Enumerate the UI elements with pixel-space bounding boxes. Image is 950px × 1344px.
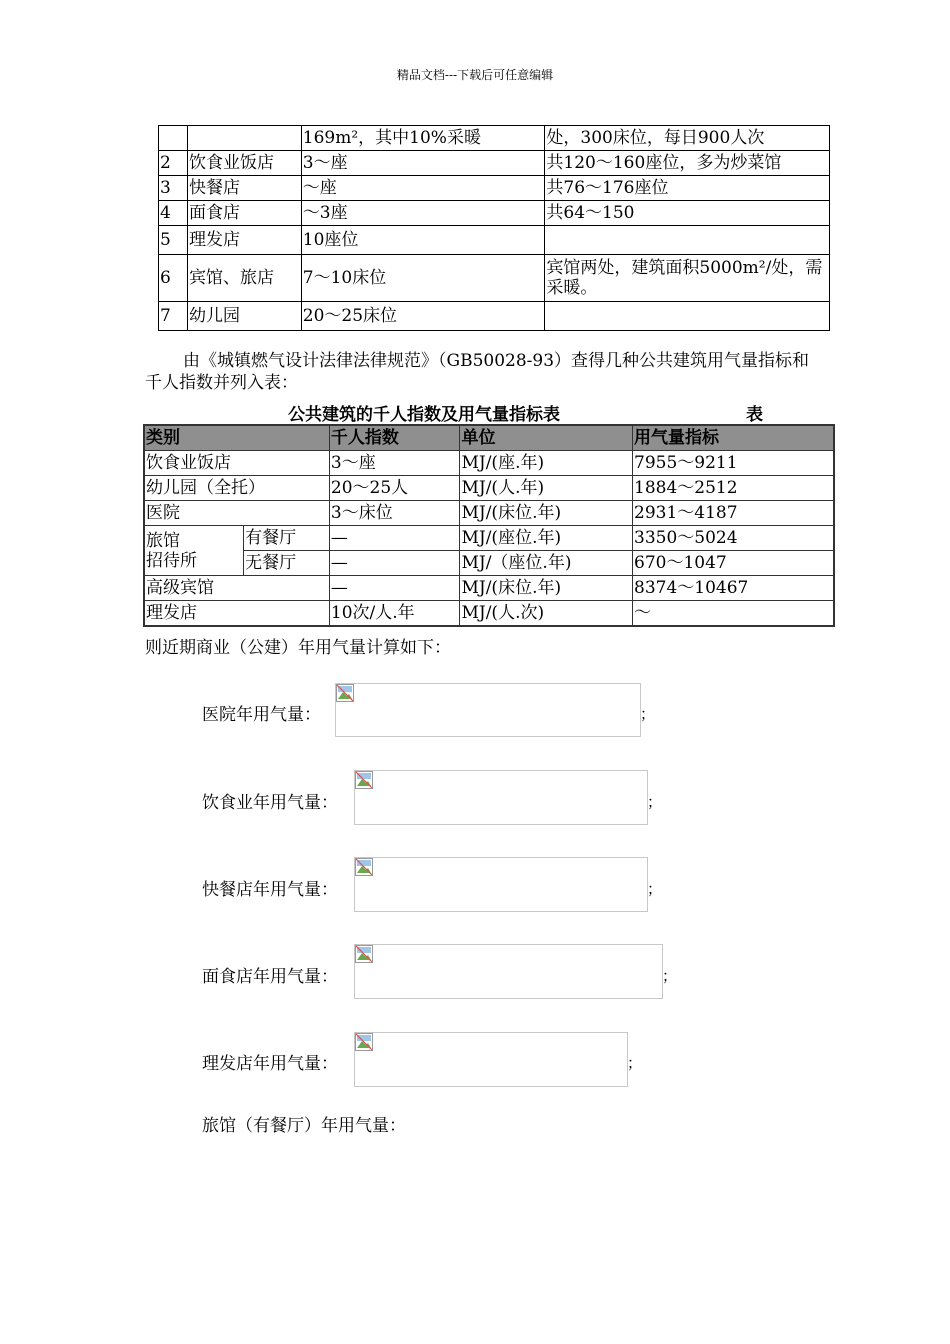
broken-image-icon <box>355 1033 373 1051</box>
table-row <box>159 126 830 151</box>
semicolon: ； <box>647 793 663 811</box>
cell-note <box>545 226 830 255</box>
table-row <box>144 476 834 501</box>
intro-paragraph: 由《城镇燃气设计法律法律规范》（GB50028-93）查得几种公共建筑用气量指标和千人指数并列入表： <box>145 351 810 393</box>
table-row <box>144 501 834 526</box>
calc-label: 面食店年用气量： <box>202 967 338 987</box>
page-header: 精品文档---下载后可任意编辑 <box>396 68 554 82</box>
cell-no: 6 <box>159 255 188 302</box>
semicolon: ； <box>647 880 663 898</box>
cell-note: 共76～176座位 <box>545 176 830 201</box>
cell-category: 幼儿园（全托） <box>144 476 329 501</box>
cell-index: 3～床位 <box>329 501 460 526</box>
cell-index: — <box>329 576 460 601</box>
broken-image-icon <box>355 771 373 789</box>
table-row <box>159 201 830 226</box>
cell-name: 面食店 <box>187 201 301 226</box>
cell-unit: MJ/(座.年) <box>460 451 633 476</box>
cell-name: 理发店 <box>187 226 301 255</box>
header-unit: 单位 <box>460 425 633 451</box>
building-list-table <box>158 125 830 331</box>
cell-value: 2931～4187 <box>633 501 834 526</box>
formula-image-placeholder <box>354 944 663 999</box>
cell-note: 共64～150 <box>545 201 830 226</box>
cell-index: 3～座 <box>329 451 460 476</box>
cell-value: 7955～9211 <box>633 451 834 476</box>
table-row <box>144 601 834 627</box>
cell-category: 饮食业饭店 <box>144 451 329 476</box>
formula-image-placeholder <box>354 770 648 825</box>
broken-image-icon <box>355 858 373 876</box>
cell-category: 理发店 <box>144 601 329 627</box>
formula-image-placeholder <box>335 683 641 737</box>
cell-value: ～ <box>633 601 834 627</box>
formula-image-placeholder <box>354 857 648 912</box>
cell-no: 4 <box>159 201 188 226</box>
cell-scale: 10座位 <box>301 226 545 255</box>
gas-index-table <box>143 424 835 627</box>
cell-unit: MJ/(座位.年) <box>460 526 633 551</box>
table-tag: 表 <box>746 405 763 425</box>
cell-index: 20～25人 <box>329 476 460 501</box>
calc-label: 饮食业年用气量： <box>202 793 338 813</box>
cell-unit: MJ/(人.年) <box>460 476 633 501</box>
cell-index: — <box>329 551 460 576</box>
broken-image-icon <box>336 684 354 702</box>
cell-name: 饮食业饭店 <box>187 151 301 176</box>
table-row <box>144 451 834 476</box>
semicolon: ； <box>640 705 656 723</box>
category-line-2: 招待所 <box>146 550 197 571</box>
cell-category <box>144 526 244 576</box>
table-row <box>159 255 830 302</box>
broken-image-icon <box>355 945 373 963</box>
cell-subcategory: 无餐厅 <box>244 551 330 576</box>
cell-note: 共120～160座位，多为炒菜馆 <box>545 151 830 176</box>
cell-name: 宾馆、旅店 <box>187 255 301 302</box>
cell-unit: MJ/（座位.年) <box>460 551 633 576</box>
cell-subcategory: 有餐厅 <box>244 526 330 551</box>
cell-name: 快餐店 <box>187 176 301 201</box>
cell-no: 7 <box>159 302 188 331</box>
cell-value: 3350～5024 <box>633 526 834 551</box>
semicolon: ； <box>627 1054 643 1072</box>
calc-label: 理发店年用气量： <box>202 1054 338 1074</box>
cell-no: 5 <box>159 226 188 255</box>
cell-scale: 169m²，其中10%采暖 <box>301 126 545 151</box>
cell-index: — <box>329 526 460 551</box>
table-row <box>159 151 830 176</box>
table-title: 公共建筑的千人指数及用气量指标表 <box>288 405 560 425</box>
cell-note <box>545 302 830 331</box>
header-value: 用气量指标 <box>633 425 834 451</box>
formula-image-placeholder <box>354 1032 628 1087</box>
cell-note: 宾馆两处，建筑面积5000m²/处，需采暖。 <box>545 255 830 302</box>
table-row <box>144 551 834 576</box>
semicolon: ； <box>662 967 678 985</box>
cell-unit: MJ/(床位.年) <box>460 576 633 601</box>
table-row <box>159 302 830 331</box>
cell-no: 3 <box>159 176 188 201</box>
cell-value: 8374～10467 <box>633 576 834 601</box>
table-row <box>144 526 834 551</box>
header-index: 千人指数 <box>329 425 460 451</box>
cell-scale: 20～25床位 <box>301 302 545 331</box>
cell-unit: MJ/(床位.年) <box>460 501 633 526</box>
cell-value: 670～1047 <box>633 551 834 576</box>
calc-label: 医院年用气量： <box>202 705 321 725</box>
table-row <box>159 226 830 255</box>
calc-label: 快餐店年用气量： <box>202 880 338 900</box>
calc-label: 旅馆（有餐厅）年用气量： <box>202 1116 406 1136</box>
cell-scale: ～3座 <box>301 201 545 226</box>
cell-name <box>187 126 301 151</box>
cell-value: 1884～2512 <box>633 476 834 501</box>
cell-scale: 7～10床位 <box>301 255 545 302</box>
cell-no: 2 <box>159 151 188 176</box>
calc-intro: 则近期商业（公建）年用气量计算如下： <box>145 638 451 658</box>
cell-index: 10次/人.年 <box>329 601 460 627</box>
cell-category: 医院 <box>144 501 329 526</box>
cell-name: 幼儿园 <box>187 302 301 331</box>
cell-unit: MJ/(人.次) <box>460 601 633 627</box>
cell-no <box>159 126 188 151</box>
cell-scale: ～座 <box>301 176 545 201</box>
cell-note: 处，300床位，每日900人次 <box>545 126 830 151</box>
table-header-row <box>144 425 834 451</box>
table-row <box>144 576 834 601</box>
category-line-1: 旅馆 <box>146 530 180 551</box>
header-category: 类别 <box>144 425 329 451</box>
cell-category: 高级宾馆 <box>144 576 329 601</box>
cell-scale: 3～座 <box>301 151 545 176</box>
table-row <box>159 176 830 201</box>
